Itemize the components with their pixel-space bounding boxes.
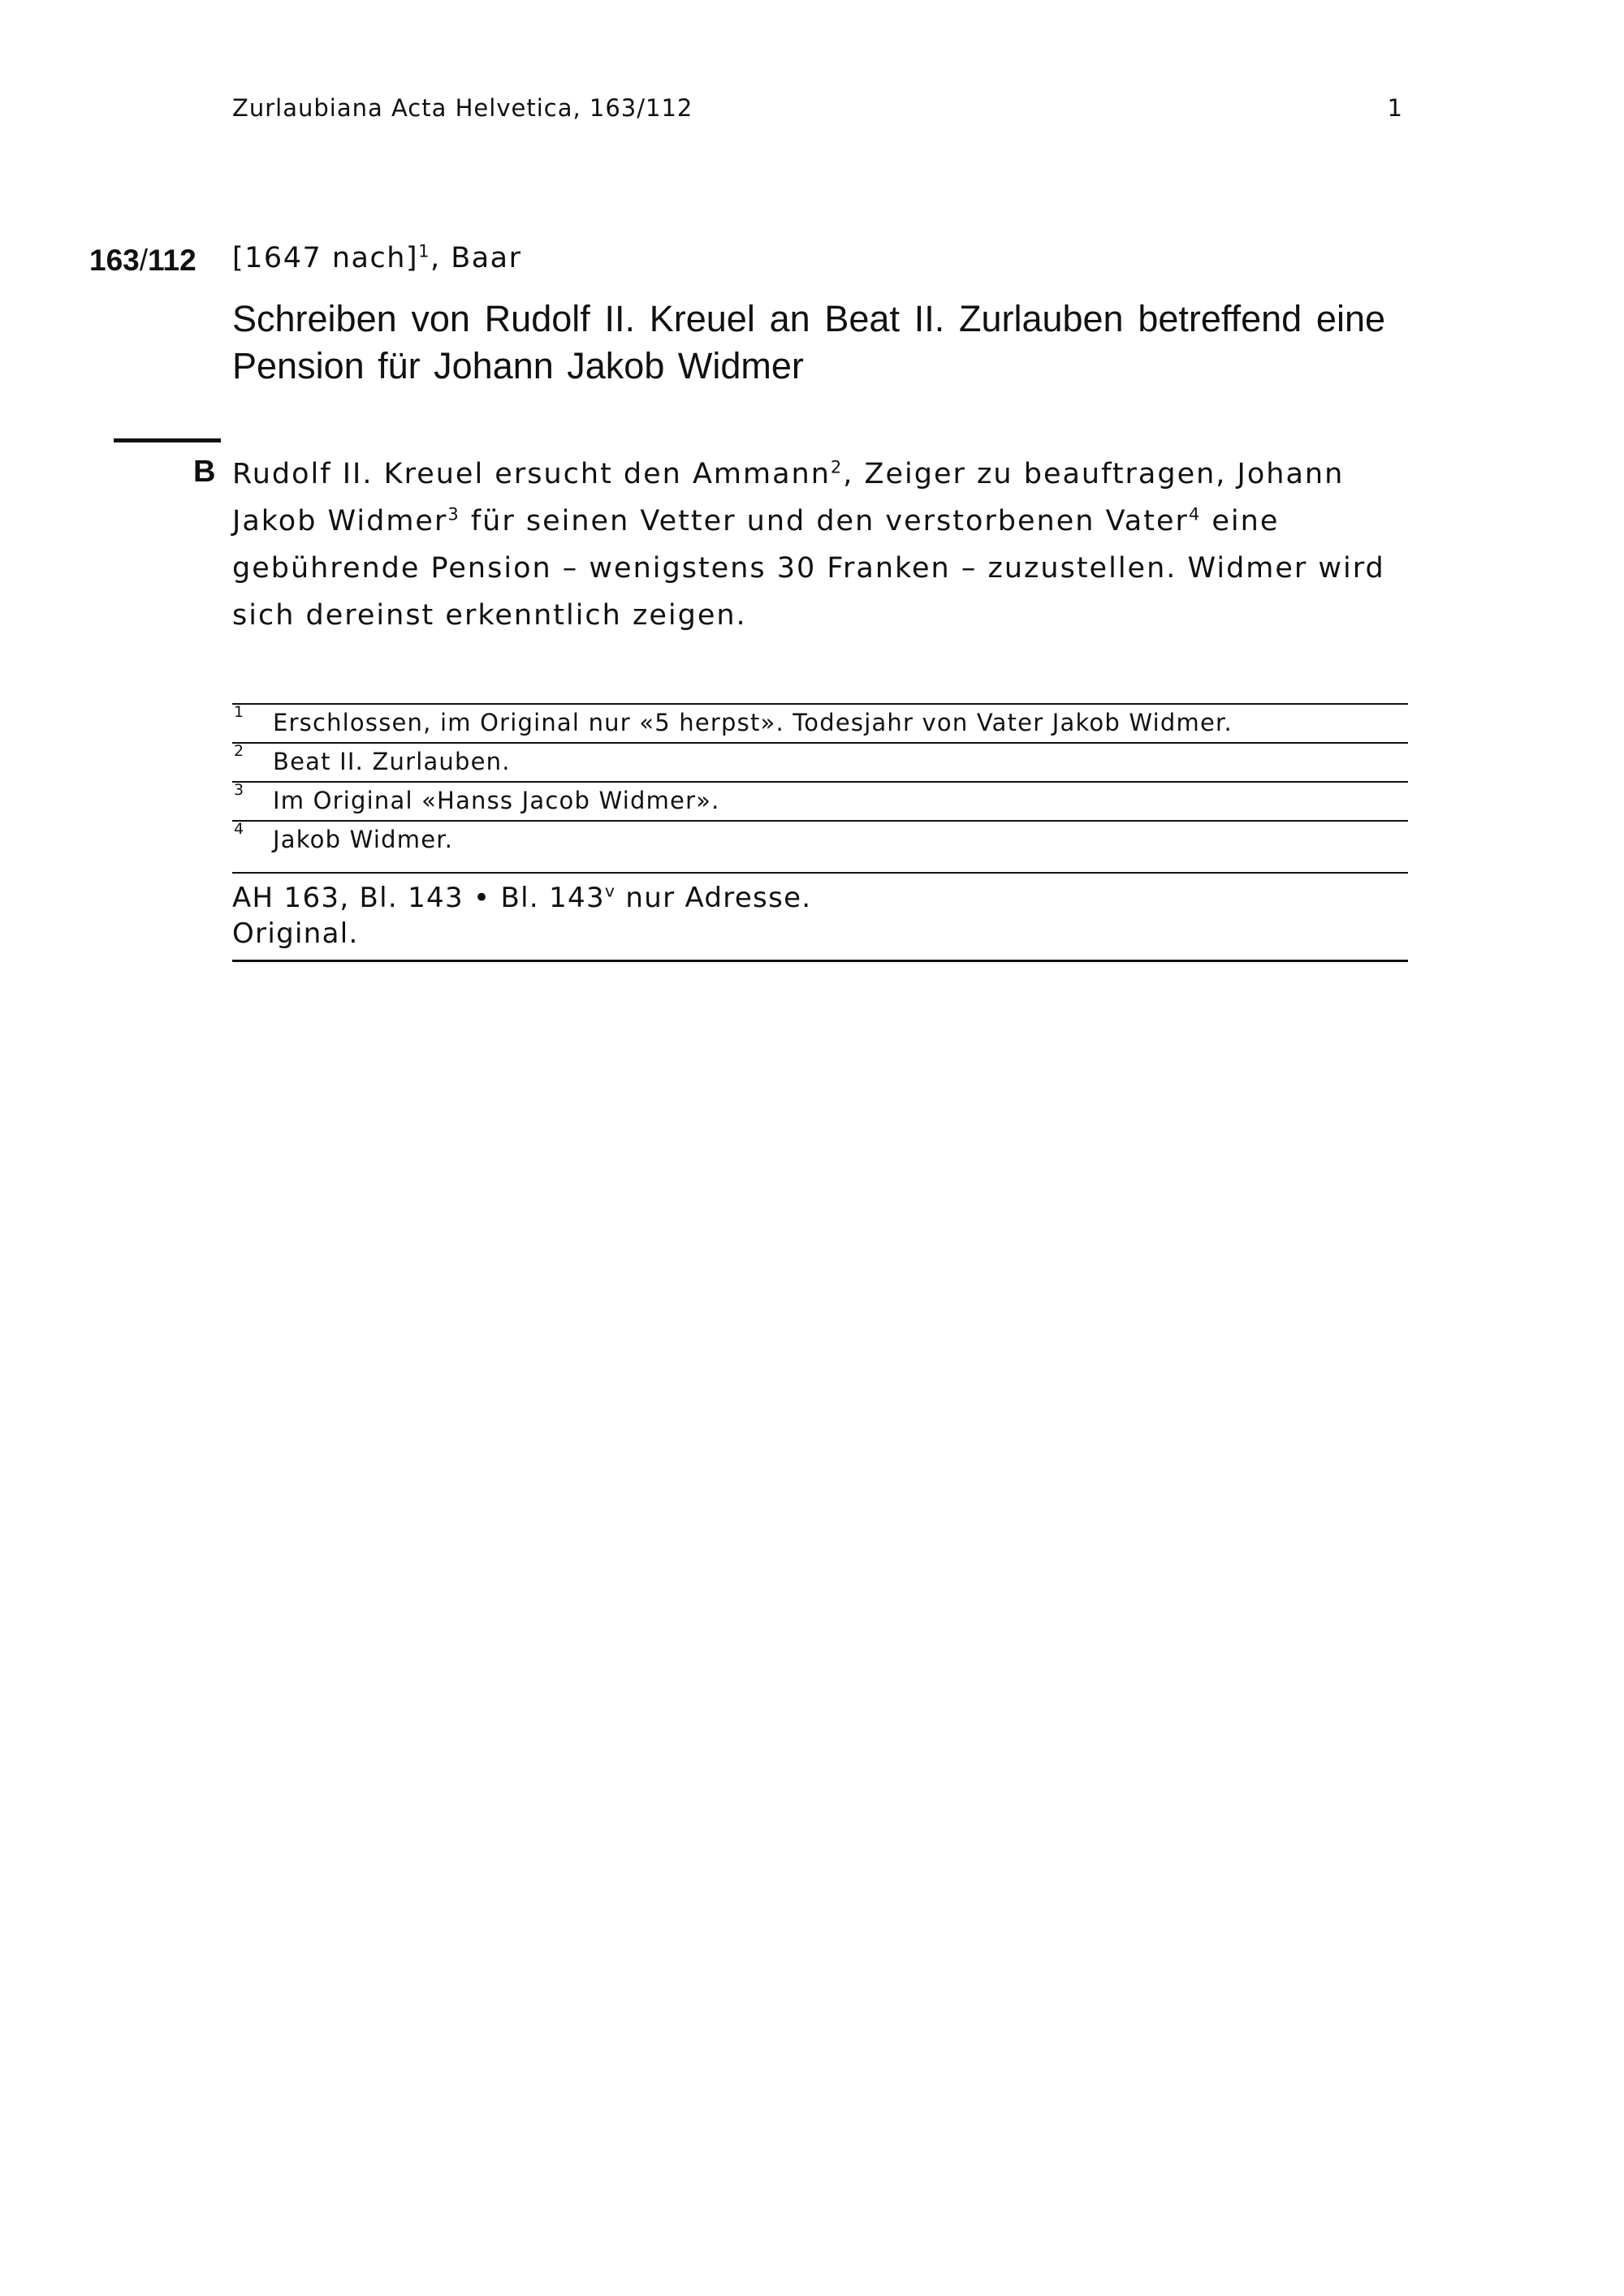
source-block [232, 872, 1408, 962]
document-number-separator: / [139, 244, 149, 277]
footnote-ref-3: 3 [447, 504, 460, 524]
footnote-ref-4: 4 [1188, 504, 1202, 524]
footnote-mark: 2 [234, 742, 245, 760]
summary-paragraph [232, 451, 1402, 639]
source-reference-text: AH 163, Bl. 143 • Bl. 143 [232, 882, 605, 914]
document-place: , Baar [430, 242, 522, 274]
summary-text-4: eine gebührende Pension – wenigstens 30 Franken – zuzustellen. Widmer wird sich dereinst erkenntlich zeigen. [232, 505, 1385, 632]
footnote-text: Beat II. Zurlauben. [273, 748, 511, 775]
footnote-item [232, 742, 1408, 781]
source-reference [232, 880, 1408, 916]
source-type: Original. [232, 917, 359, 950]
footnote-item [232, 781, 1408, 820]
summary-text-1: Rudolf II. Kreuel ersucht den Ammann [232, 458, 831, 490]
page-number: 1 [1387, 94, 1403, 122]
document-title: Schreiben von Rudolf II. Kreuel an Beat II. Zurlauben betreffend eine Pension für Johann Jakob Widmer [232, 298, 1385, 386]
footnote-item [232, 703, 1408, 742]
document-volume: 163 [89, 244, 140, 277]
footnote-mark: 1 [234, 703, 245, 721]
document-number [89, 244, 197, 278]
footnote-ref-1: 1 [418, 241, 430, 261]
section-marker: B [193, 455, 216, 489]
footnote-text: Jakob Widmer. [273, 826, 454, 853]
footnote-mark: 4 [234, 820, 245, 838]
date-place-line [232, 242, 522, 274]
verso-mark: v [604, 881, 616, 901]
footnote-mark: 3 [234, 781, 245, 799]
section-divider [114, 438, 221, 442]
footnote-text: Erschlossen, im Original nur «5 herpst». Todesjahr von Vater Jakob Widmer. [273, 709, 1233, 736]
source-reference-note: nur Adresse. [615, 882, 812, 914]
document-item: 112 [148, 244, 197, 277]
footnote-item [232, 820, 1408, 859]
footnote-text: Im Original «Hanss Jacob Widmer». [273, 787, 720, 814]
footnotes [232, 703, 1408, 859]
running-head-title: Zurlaubiana Acta Helvetica, 163/112 [232, 94, 693, 122]
summary-text-3: für seinen Vetter und den verstorbenen Vater [460, 505, 1189, 537]
document-date: [1647 nach] [232, 242, 419, 274]
footnote-ref-2: 2 [830, 457, 844, 477]
summary-text-2: , Zeiger zu beauftragen, Johann Jakob Widmer [232, 458, 1345, 537]
running-head [232, 94, 1403, 127]
